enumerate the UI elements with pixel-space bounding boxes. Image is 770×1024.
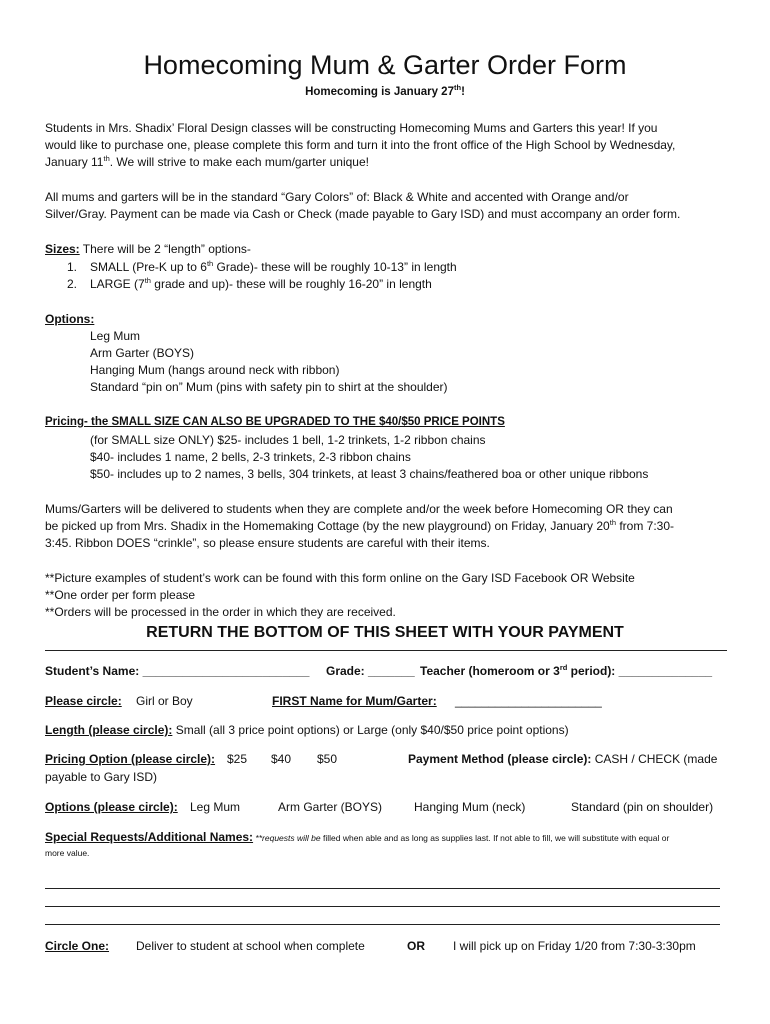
option-hanging-mum[interactable]: Hanging Mum (neck) — [414, 800, 526, 814]
student-name-field[interactable]: Student’s Name: _________________________ — [45, 664, 310, 678]
price-option-50[interactable]: $50 — [317, 752, 338, 766]
option-standard[interactable]: Standard (pin on shoulder) — [571, 800, 714, 814]
or-text: OR — [407, 939, 425, 953]
special-requests-row: Special Requests/Additional Names: **requests will be filled when able and as long as supplies last. If not able to fill, we will substitute with equal or — [45, 830, 670, 844]
colors-line-2: Silver/Gray. Payment can be made via Cash or Check (made payable to Gary ISD) and must accompany an order form. — [45, 207, 681, 222]
circle-one-label: Circle One: — [45, 939, 110, 953]
length-label: Length (please circle): — [45, 723, 173, 737]
option-leg-mum[interactable]: Leg Mum — [190, 800, 241, 814]
option-item: Leg Mum — [90, 329, 141, 343]
intro-line-1: Students in Mrs. Shadix’ Floral Design classes will be constructing Homecoming Mums and Garters this year! If you — [45, 121, 658, 135]
writing-line[interactable] — [45, 888, 720, 889]
pricing-item: $40- includes 1 name, 2 bells, 2-3 trinkets, 2-3 ribbon chains — [90, 450, 411, 464]
teacher-field[interactable]: Teacher (homeroom or 3rd period): ______________ — [420, 663, 713, 678]
options-label: Options: — [45, 312, 95, 326]
option-arm-garter[interactable]: Arm Garter (BOYS) — [278, 800, 383, 814]
payment-options[interactable]: CASH / CHECK (made — [591, 752, 718, 766]
writing-line[interactable] — [45, 906, 720, 907]
pricing-label: Pricing- the SMALL SIZE CAN ALSO BE UPGRADED TO THE $40/$50 PRICE POINTS — [45, 416, 505, 428]
length-row — [45, 722, 569, 739]
colors-paragraph — [45, 189, 735, 223]
gender-options[interactable]: Girl or Boy — [136, 694, 193, 708]
writing-line[interactable] — [45, 924, 720, 925]
payment-label: Payment Method (please circle): — [408, 752, 592, 766]
intro-line-3: January 11th. We will strive to make each mum/garter unique! — [45, 154, 369, 170]
return-heading: RETURN THE BOTTOM OF THIS SHEET WITH YOUR PAYMENT — [146, 624, 624, 641]
page-title: Homecoming Mum & Garter Order Form — [143, 50, 627, 80]
homecoming-date: Homecoming is January 27th! — [305, 83, 465, 98]
sizes-label: Sizes: — [45, 242, 80, 256]
delivery-line-1: Mums/Garters will be delivered to students when they are complete and/or the week before Homecoming OR they can — [45, 502, 673, 516]
option-item: Standard “pin on” Mum (pins with safety pin to shirt at the shoulder) — [90, 380, 448, 394]
pricing-option-label: Pricing Option (please circle): — [45, 752, 216, 766]
option-item: Arm Garter (BOYS) — [90, 346, 195, 360]
please-circle-label: Please circle: — [45, 694, 122, 708]
section-divider — [45, 650, 727, 651]
sizes-section — [45, 241, 735, 258]
delivery-line-3: 3:45. Ribbon DOES “crinkle”, so please ensure students are careful with their items. — [45, 536, 490, 551]
note-item: **One order per form please — [45, 588, 196, 602]
note-item: **Picture examples of student’s work can be found with this form online on the Gary ISD Facebook OR Website — [45, 571, 635, 585]
payment-continued: payable to Gary ISD) — [45, 770, 158, 784]
size-item-number: 1. — [67, 260, 78, 274]
grade-field[interactable]: Grade: _______ — [326, 664, 415, 678]
special-requests-label: Special Requests/Additional Names: — [45, 830, 254, 844]
option-item: Hanging Mum (hangs around neck with ribbon) — [90, 363, 340, 377]
first-name-label: FIRST Name for Mum/Garter: — [272, 694, 437, 708]
first-name-field[interactable]: ______________________ — [455, 694, 602, 708]
special-note-continued: more value. — [45, 848, 90, 858]
colors-line-1: All mums and garters will be in the standard “Gary Colors” of: Black & White and accented with Orange and/or — [45, 190, 629, 204]
size-item-number: 2. — [67, 277, 78, 291]
size-item-small: SMALL (Pre-K up to 6th Grade)- these will be roughly 10-13” in length — [90, 259, 457, 274]
sizes-intro: There will be 2 “length” options- — [79, 242, 251, 256]
delivery-paragraph — [45, 501, 735, 553]
note-item: **Orders will be processed in the order in which they are received. — [45, 605, 396, 619]
price-option-40[interactable]: $40 — [271, 752, 292, 766]
size-item-large: LARGE (7th grade and up)- these will be roughly 16-20” in length — [90, 276, 432, 291]
pricing-item: (for SMALL size ONLY) $25- includes 1 bell, 1-2 trinkets, 1-2 ribbon chains — [90, 433, 486, 447]
pickup-option[interactable]: I will pick up on Friday 1/20 from 7:30-3:30pm — [453, 939, 696, 953]
options-circle-label: Options (please circle): — [45, 800, 178, 814]
payment-row — [408, 751, 717, 768]
intro-line-2: would like to purchase one, please complete this form and turn it into the front office of the High School by Wednesday, — [45, 138, 676, 153]
pricing-item: $50- includes up to 2 names, 3 bells, 304 trinkets, at least 3 chains/feathered boa or other unique ribbons — [90, 467, 649, 481]
length-options[interactable]: Small (all 3 price point options) or Large (only $40/$50 price point options) — [172, 723, 569, 737]
price-option-25[interactable]: $25 — [227, 752, 248, 766]
delivery-line-2: be picked up from Mrs. Shadix in the Homemaking Cottage (by the new playground) on Friday, January 20th from 7:30- — [45, 518, 675, 534]
deliver-option[interactable]: Deliver to student at school when complete — [136, 939, 365, 953]
intro-paragraph — [45, 120, 735, 172]
